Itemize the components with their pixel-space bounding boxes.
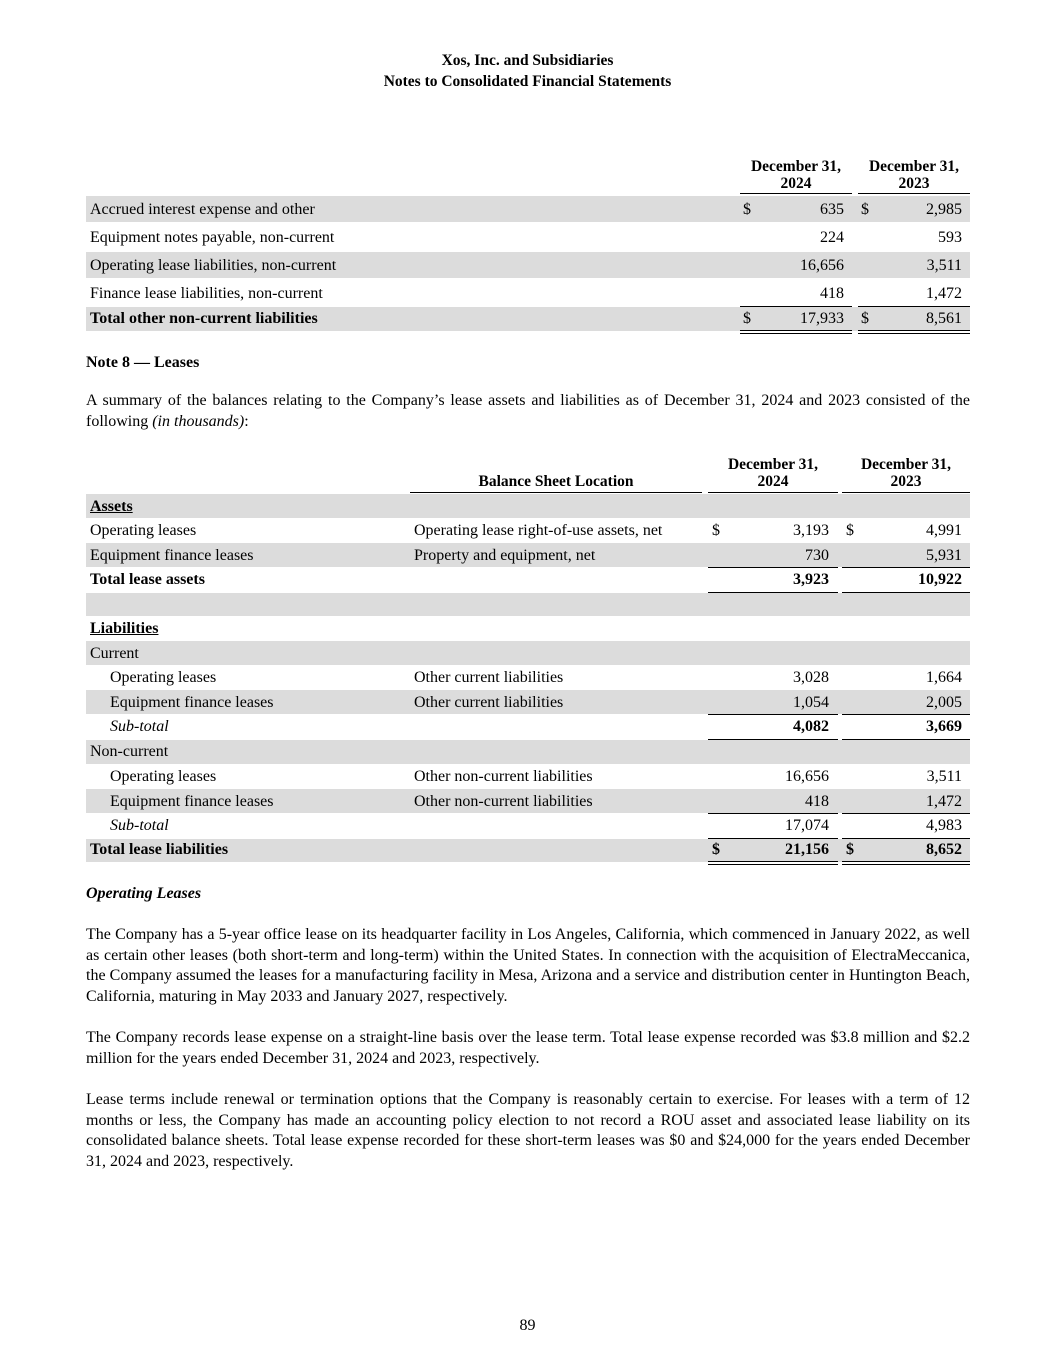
operating-leases-paragraph-2: The Company records lease expense on a straight-line basis over the lease term. Total lease expense recorded was $3.8 million and $2.2 million for the years ended December 31, 2024 and 2023, respectively. (86, 1029, 970, 1067)
table2-col-2023-header: December 31, 2023 (860, 456, 952, 490)
table-row: Equipment finance leases Other non-current liabilities 418 1,472 (86, 789, 970, 813)
table-subtotal-row: Sub-total 17,074 4,983 (110, 817, 962, 834)
note-8-heading: Note 8 — Leases (86, 354, 200, 371)
table-row: Operating leases Other current liabilities 3,028 1,664 (110, 669, 962, 686)
page-number: 89 (519, 1317, 536, 1334)
table-total-row: Total lease assets 3,923 10,922 (90, 571, 962, 588)
operating-leases-paragraph-1: The Company has a 5-year office lease on its headquarter facility in Los Angeles, California, which commenced in January 2022, as well as certain other leases (both short-term and long-term) within the United States. In connection with the acquisition of ElectraMeccanica, the Company assumed the leases for a manufacturing facility in Mesa, Arizona and a service and distribution center in Huntington Beach, California, maturing in May 2033 and January 2027, respectively. (86, 926, 970, 1006)
table-row: Equipment finance leases Property and equipment, net 730 5,931 (86, 543, 970, 567)
page-subtitle: Notes to Consolidated Financial Statements (383, 73, 672, 90)
assets-section-heading: Assets (86, 494, 970, 518)
note-8-intro: A summary of the balances relating to the Company’s lease assets and liabilities as of December 31, 2024 and 2023 consisted of the following (in thousands): (86, 392, 970, 430)
table-row: Operating lease liabilities, non-current 16,656 3,511 (86, 252, 970, 278)
table-subtotal-row: Sub-total 4,082 3,669 (110, 718, 962, 735)
table-row: Accrued interest expense and other $ 635 $ 2,985 (86, 196, 970, 222)
balance-sheet-location-header: Balance Sheet Location (478, 473, 634, 490)
noncurrent-section-heading: Non-current (86, 740, 970, 764)
current-section-heading: Current (86, 641, 970, 665)
operating-leases-heading: Operating Leases (86, 885, 202, 902)
table-total-row: Total other non-current liabilities $ 17,933 $ 8,561 (86, 307, 970, 331)
table1-col-2024-header: December 31, 2024 (750, 158, 842, 192)
operating-leases-paragraph-3: Lease terms include renewal or termination options that the Company is reasonably certain to exercise. For leases with a term of 12 months or less, the Company has made an accounting policy election to not record a ROU asset and associated lease liability on its consolidated balance sheets. Total lease expense recorded for these short-term leases was $0 and $24,000 for the years ended December 31, 2024 and 2023, respectively. (86, 1091, 970, 1171)
blank-row (86, 593, 970, 616)
liabilities-section-heading: Liabilities (90, 620, 159, 637)
table-row: Finance lease liabilities, non-current 418 1,472 (90, 285, 962, 302)
company-name: Xos, Inc. and Subsidiaries (441, 52, 614, 69)
table2-col-2024-header: December 31, 2024 (727, 456, 819, 490)
table-row: Operating leases Other non-current liabilities 16,656 3,511 (110, 768, 962, 785)
table-row: Equipment finance leases Other current liabilities 1,054 2,005 (86, 690, 970, 714)
table-total-row: Total lease liabilities $ 21,156 $ 8,652 (86, 839, 970, 862)
table-row: Operating leases Operating lease right-of-use assets, net $ 3,193 $ 4,991 (90, 522, 962, 539)
table-row: Equipment notes payable, non-current 224 593 (90, 229, 962, 246)
table1-col-2023-header: December 31, 2023 (868, 158, 960, 192)
